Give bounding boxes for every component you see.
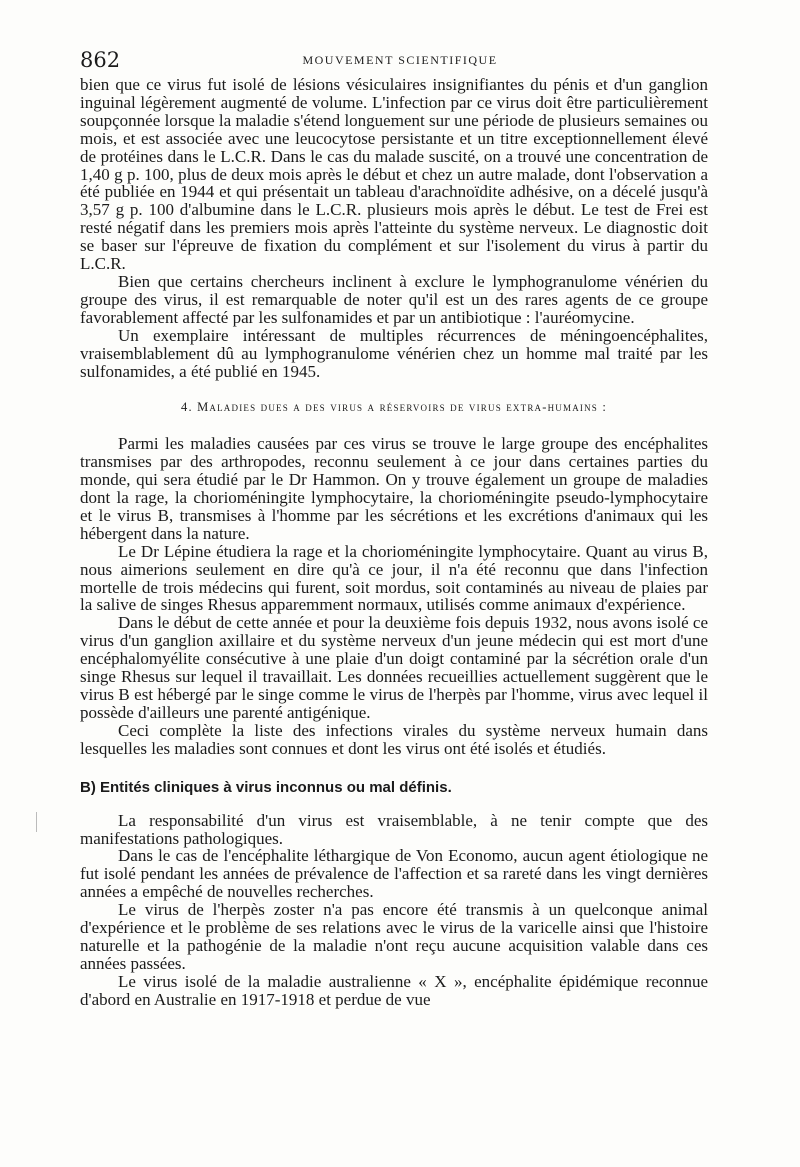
- margin-mark: [36, 812, 37, 832]
- paragraph: Le Dr Lépine étudiera la rage et la chorioméningite lymphocytaire. Quant au virus B, nous aimerions seulement en dire qu'à ce jour, il n'a été reconnu que dans l'infection mortelle de trois médecins qui furent, soit mordus, soit contaminés au niveau de plaies par la salive de singes Rhesus apparemment normaux, utilisés comme animaux d'expérience.: [80, 541, 708, 615]
- paragraph: Le virus de l'herpès zoster n'a pas encore été transmis à un quelconque animal d'expérience et le problème de ses relations avec le virus de la varicelle ainsi que l'histoire naturelle et la pathogénie de la maladie n'ont reçu aucune acquisition valable dans ces années passées.: [80, 900, 708, 973]
- paragraph: Dans le cas de l'encéphalite léthargique de Von Economo, aucun agent étiologique ne fut isolé pendant les années de prévalence de l'affection et sa rareté dans les vingt dernières années a empêché de nouvelles recherches.: [80, 846, 708, 902]
- paragraph: Dans le début de cette année et pour la deuxième fois depuis 1932, nous avons isolé ce virus d'un ganglion axillaire et du système nerveux d'un jeune médecin qui est mort d'une encéphalomyélite consécutive à une plaie d'un doigt contaminé par la sécrétion orale d'un singe Rhesus sur lequel il travaillait. Les données recueillies actuellement suggèrent que le virus B est hébergé par le singe comme le virus de l'herpès par l'homme, virus avec lequel il possède d'ailleurs une parenté antigénique.: [80, 613, 708, 722]
- paragraph: Un exemplaire intéressant de multiples récurrences de méningoencéphalites, vraisemblablement dû au lymphogranulome vénérien chez un homme mal traité par les sulfonamides, a été publié en 1945.: [80, 325, 708, 381]
- running-title: MOUVEMENT SCIENTIFIQUE: [302, 53, 498, 67]
- section-heading: B) Entités cliniques à virus inconnus ou mal définis.: [80, 778, 452, 796]
- paragraph: La responsabilité d'un virus est vraisemblable, à ne tenir compte que des manifestations pathologiques.: [80, 810, 708, 848]
- paragraph: Parmi les maladies causées par ces virus se trouve le large groupe des encéphalites transmises par des arthropodes, reconnu seulement à ce jour dans certaines parties du monde, qui sera étudié par le Dr Hammon. On y trouve également un groupe de maladies dont la rage, la chorioméningite lymphocytaire, la chorioméningite pseudo-lymphocytaire et le virus B, transmises à l'homme par les sécrétions et les excrétions d'animaux qui les hébergent dans la nature.: [80, 434, 708, 543]
- paragraph: bien que ce virus fut isolé de lésions vésiculaires insignifiantes du pénis et d'un ganglion inguinal légèrement augmenté de volume. L'infection par ce virus doit être particulièrement soupçonnée lorsque la maladie s'étend longuement sur une période de plusieurs semaines ou mois, et est associée avec une leucocytose persistante et un titre exceptionnellement élevé de protéines dans le L.C.R. Dans le cas du malade suscité, on a trouvé une concentration de 1,40 g p. 100, plus de deux mois après le début et chez un autre malade, dont l'observation a été publiée en 1944 et qui présentait un tableau d'arachnoïdite adhésive, on a décelé jusqu'à 3,57 g p. 100 d'albumine dans le L.C.R. plusieurs mois après le début. Le test de Frei est resté négatif dans les premiers mois après l'atteinte du système nerveux. Le diagnostic doit se baser sur l'épreuve de fixation du complément et sur l'isolement du virus à partir du L.C.R.: [80, 75, 708, 274]
- body-text: [80, 76, 708, 1009]
- page-number: 862: [80, 48, 121, 72]
- running-head: [80, 48, 720, 72]
- paragraph: Ceci complète la liste des infections virales du système nerveux humain dans lesquelles les maladies sont connues et dont les virus ont été isolés et étudiés.: [80, 720, 708, 758]
- paragraph: Bien que certains chercheurs inclinent à exclure le lymphogranulome vénérien du groupe des virus, il est remarquable de noter qu'il est un des rares agents de ce groupe favorablement affecté par les sulfonamides et par un antibiotique : l'auréomycine.: [80, 271, 708, 327]
- paragraph: Le virus isolé de la maladie australienne « X », encéphalite épidémique reconnue d'abord en Australie en 1917-1918 et perdue de vue: [80, 971, 708, 1009]
- subheading: 4. Maladies dues a des virus a réservoirs de virus extra-humains :: [181, 400, 607, 415]
